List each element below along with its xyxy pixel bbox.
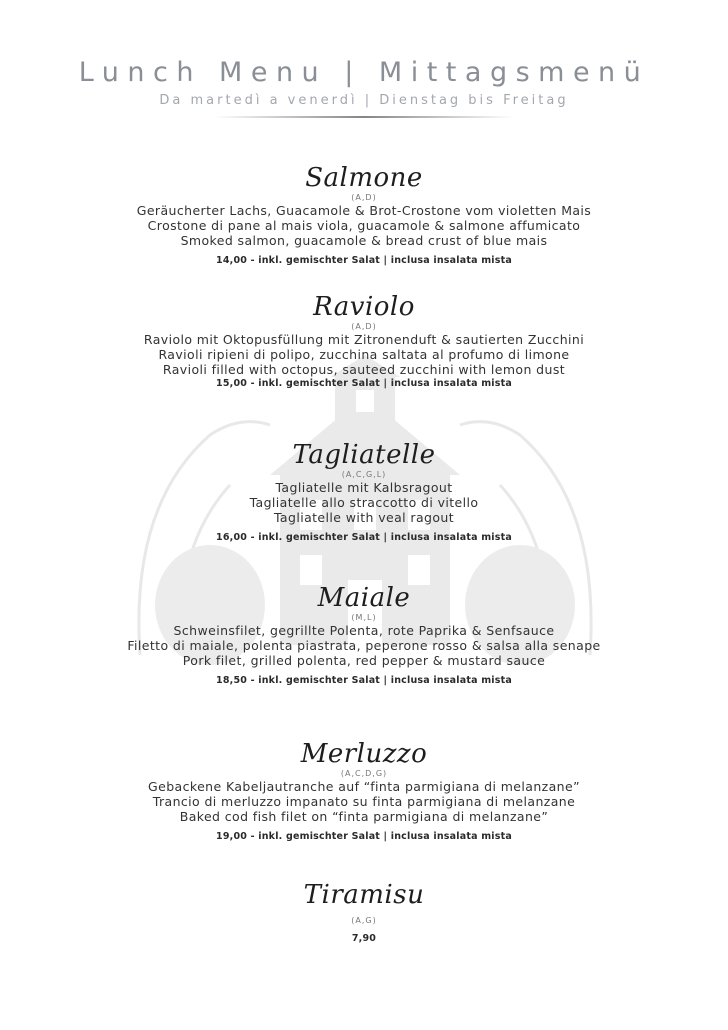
dish-allergens: (A,C,D,G) (340, 769, 388, 778)
dish-allergens: (A,D) (351, 322, 377, 331)
dish-description-de: Tagliatelle mit Kalbsragout (275, 480, 453, 495)
dish-allergens: (A,G) (351, 916, 377, 925)
dish-description-de: Gebackene Kabeljautranche auf “finta parmigiana di melanzane” (148, 779, 580, 794)
dish-description-en: Baked cod fish filet on “finta parmigiana di melanzane” (179, 809, 549, 824)
dish-tagliatelle (0, 440, 728, 544)
dish-name: Raviolo (313, 292, 415, 322)
dish-description-de: Raviolo mit Oktopusfüllung mit Zitronenduft & sautierten Zucchini (143, 332, 585, 347)
dish-allergens: (A,D) (351, 193, 377, 202)
menu-title: Lunch Menu | Mittagsmenü (78, 57, 650, 88)
dish-maiale (0, 583, 728, 687)
dish-description-de: Geräucherter Lachs, Guacamole & Brot-Crostone vom violetten Mais (136, 203, 592, 218)
dish-name: Merluzzo (300, 739, 428, 769)
header-divider (214, 116, 514, 118)
dish-name: Salmone (305, 163, 423, 193)
dish-description-en: Smoked salmon, guacamole & bread crust of blue mais (180, 233, 548, 248)
dish-name: Tagliatelle (292, 440, 436, 470)
dish-description-it: Tagliatelle allo straccotto di vitello (249, 495, 479, 510)
dish-description-en: Ravioli filled with octopus, sauteed zucchini with lemon dust (162, 362, 566, 377)
dish-name: Maiale (317, 583, 411, 613)
dish-raviolo (0, 292, 728, 390)
dish-description-it: Ravioli ripieni di polipo, zucchina saltata al profumo di limone (158, 347, 570, 362)
dish-price: 19,00 - inkl. gemischter Salat | inclusa insalata mista (216, 831, 512, 842)
dish-description-it: Crostone di pane al mais viola, guacamole & salmone affumicato (147, 218, 581, 233)
dish-price: 18,50 - inkl. gemischter Salat | inclusa insalata mista (216, 675, 512, 686)
dish-description-de: Schweinsfilet, gegrillte Polenta, rote Paprika & Senfsauce (173, 623, 555, 638)
dish-merluzzo (0, 739, 728, 843)
menu-subtitle: Da martedì a venerdì | Dienstag bis Freitag (159, 93, 569, 108)
dish-price: 14,00 - inkl. gemischter Salat | inclusa insalata mista (216, 255, 512, 266)
dish-description-it: Filetto di maiale, polenta piastrata, peperone rosso & salsa alla senape (127, 638, 601, 653)
dish-salmone (0, 163, 728, 267)
dish-description-en: Pork filet, grilled polenta, red pepper & mustard sauce (182, 653, 546, 668)
dish-tiramisu (0, 880, 728, 945)
dish-description-it: Trancio di merluzzo impanato su finta parmigiana di melanzane (152, 794, 576, 809)
menu-header (0, 56, 728, 118)
dish-price: 16,00 - inkl. gemischter Salat | inclusa insalata mista (216, 532, 512, 543)
dish-description-en: Tagliatelle with veal ragout (273, 510, 455, 525)
dish-allergens: (M,L) (351, 613, 377, 622)
dish-price: 7,90 (351, 933, 377, 944)
dish-price: 15,00 - inkl. gemischter Salat | inclusa insalata mista (216, 378, 512, 389)
dish-name: Tiramisu (303, 880, 425, 910)
dish-allergens: (A,C,G,L) (341, 470, 387, 479)
